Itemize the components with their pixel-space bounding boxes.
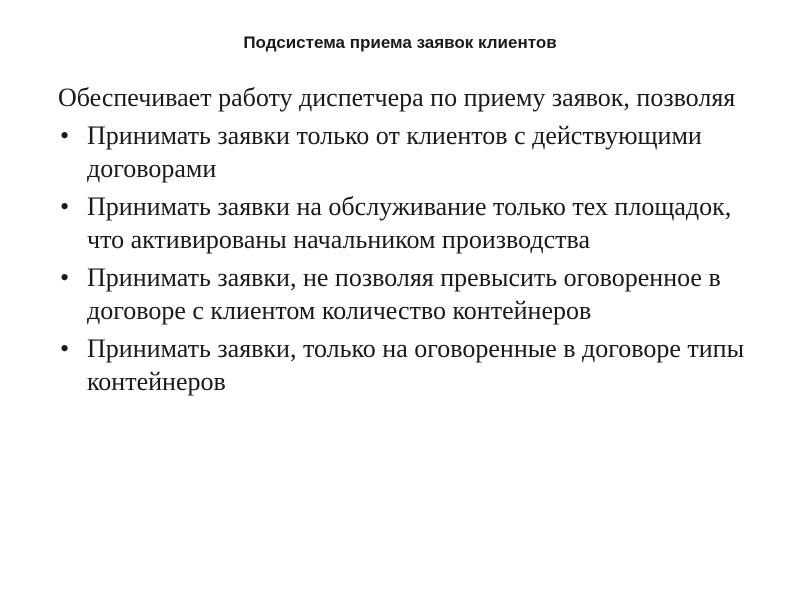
- bullet-text: Принимать заявки на обслуживание только тех площадок, что активированы начальником производства: [87, 192, 732, 254]
- bullet-icon: •: [60, 334, 70, 363]
- bullet-item: [58, 190, 758, 256]
- bullet-item: [58, 332, 758, 398]
- slide-title: Подсистема приема заявок клиентов: [243, 33, 557, 52]
- bullet-text: Принимать заявки, не позволяя превысить оговоренное в договоре с клиентом количество контейнеров: [87, 263, 721, 325]
- bullet-list: [58, 119, 758, 398]
- bullet-icon: •: [60, 263, 70, 292]
- bullet-text: Принимать заявки, только на оговоренные в договоре типы контейнеров: [87, 334, 745, 396]
- intro-text: Обеспечивает работу диспетчера по приему заявок, позволяя: [58, 83, 736, 112]
- bullet-text: Принимать заявки только от клиентов с действующими договорами: [87, 121, 702, 183]
- bullet-icon: •: [60, 121, 70, 150]
- bullet-item: [58, 261, 758, 327]
- bullet-icon: •: [60, 192, 70, 221]
- slide-body: [58, 81, 758, 403]
- bullet-item: [58, 119, 758, 185]
